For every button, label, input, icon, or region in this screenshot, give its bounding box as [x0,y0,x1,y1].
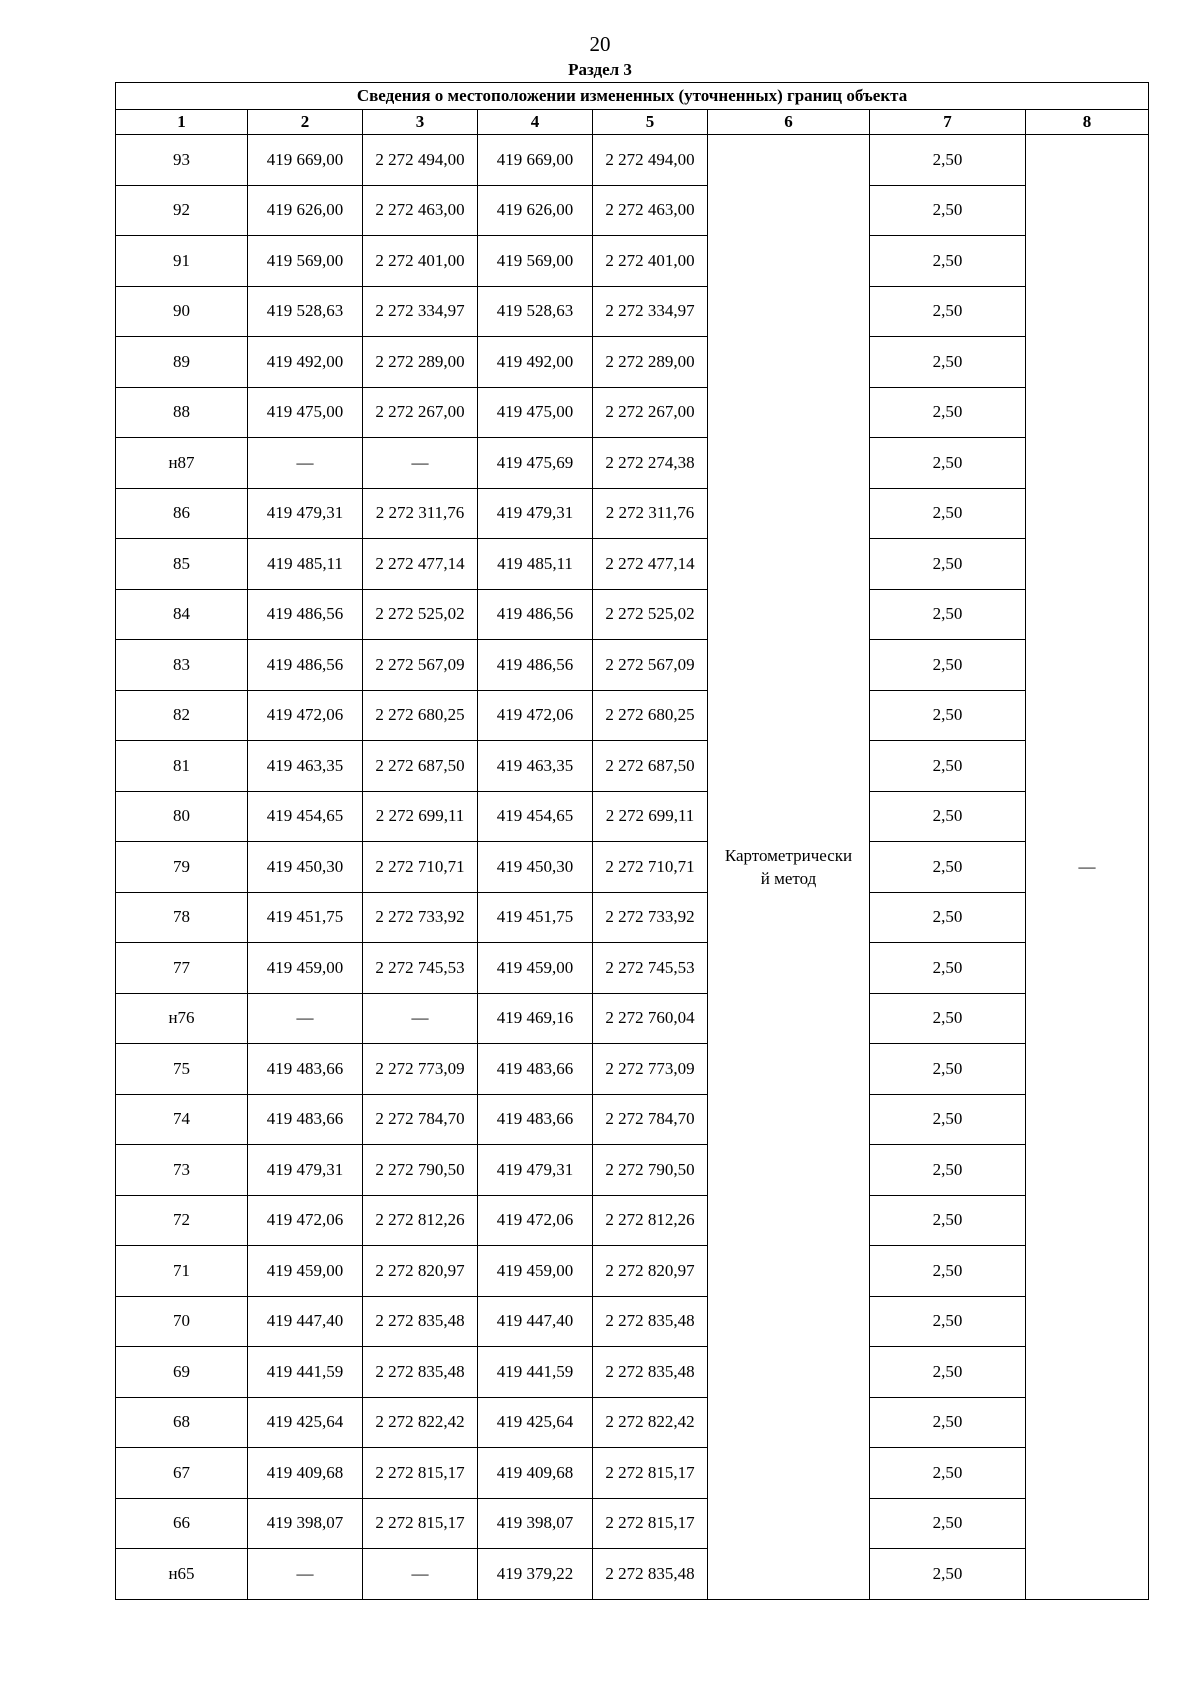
y-old-cell: 2 272 812,26 [363,1195,478,1246]
y-old-cell: 2 272 784,70 [363,1094,478,1145]
y-old-cell: 2 272 699,11 [363,791,478,842]
y-new-cell: 2 272 820,97 [593,1246,708,1297]
y-new-cell: 2 272 687,50 [593,741,708,792]
point-number-cell: 67 [116,1448,248,1499]
x-new-cell: 419 472,06 [478,1195,593,1246]
x-old-cell: 419 479,31 [248,1145,363,1196]
x-old-cell: — [248,1549,363,1600]
point-number-cell: 85 [116,539,248,590]
table-row [116,286,1149,337]
accuracy-cell: 2,50 [870,286,1026,337]
point-number-cell: 71 [116,1246,248,1297]
x-new-cell: 419 483,66 [478,1044,593,1095]
y-old-cell: 2 272 267,00 [363,387,478,438]
x-new-cell: 419 626,00 [478,185,593,236]
column-number: 1 [116,110,248,135]
accuracy-cell: 2,50 [870,589,1026,640]
x-old-cell: 419 485,11 [248,539,363,590]
point-number-cell: 89 [116,337,248,388]
point-number-cell: 80 [116,791,248,842]
table-row [116,1044,1149,1095]
x-new-cell: 419 485,11 [478,539,593,590]
y-old-cell: 2 272 822,42 [363,1397,478,1448]
x-old-cell: 419 459,00 [248,1246,363,1297]
y-new-cell: 2 272 815,17 [593,1498,708,1549]
point-number-cell: 78 [116,892,248,943]
x-old-cell: 419 472,06 [248,690,363,741]
y-new-cell: 2 272 835,48 [593,1296,708,1347]
x-new-cell: 419 441,59 [478,1347,593,1398]
x-old-cell: 419 425,64 [248,1397,363,1448]
y-old-cell: 2 272 680,25 [363,690,478,741]
point-number-cell: 88 [116,387,248,438]
point-number-cell: 82 [116,690,248,741]
x-old-cell: 419 486,56 [248,640,363,691]
y-old-cell: 2 272 815,17 [363,1498,478,1549]
y-new-cell: 2 272 334,97 [593,286,708,337]
y-new-cell: 2 272 477,14 [593,539,708,590]
x-new-cell: 419 569,00 [478,236,593,287]
point-number-cell: 75 [116,1044,248,1095]
column-number: 5 [593,110,708,135]
y-old-cell: — [363,438,478,489]
y-old-cell: 2 272 710,71 [363,842,478,893]
accuracy-cell: 2,50 [870,640,1026,691]
table-row [116,1347,1149,1398]
x-new-cell: 419 479,31 [478,488,593,539]
boundary-coordinates-table [115,82,1149,1600]
accuracy-cell: 2,50 [870,185,1026,236]
column-number-row [116,110,1149,135]
table-row [116,387,1149,438]
y-old-cell: 2 272 567,09 [363,640,478,691]
table-row [116,842,1149,893]
x-new-cell: 419 483,66 [478,1094,593,1145]
accuracy-cell: 2,50 [870,1296,1026,1347]
table-row [116,1397,1149,1448]
accuracy-cell: 2,50 [870,993,1026,1044]
x-new-cell: 419 450,30 [478,842,593,893]
column-number: 7 [870,110,1026,135]
x-new-cell: 419 379,22 [478,1549,593,1600]
point-number-cell: 86 [116,488,248,539]
accuracy-cell: 2,50 [870,1448,1026,1499]
y-new-cell: 2 272 760,04 [593,993,708,1044]
table-row [116,993,1149,1044]
table-caption: Сведения о местоположении измененных (уточненных) границ объекта [116,83,1149,110]
x-new-cell: 419 486,56 [478,640,593,691]
accuracy-cell: 2,50 [870,1397,1026,1448]
x-old-cell: 419 528,63 [248,286,363,337]
y-new-cell: 2 272 815,17 [593,1448,708,1499]
column-number: 3 [363,110,478,135]
x-old-cell: 419 479,31 [248,488,363,539]
table-row [116,741,1149,792]
table-row [116,337,1149,388]
x-old-cell: 419 451,75 [248,892,363,943]
y-old-cell: 2 272 494,00 [363,135,478,186]
x-new-cell: 419 447,40 [478,1296,593,1347]
x-new-cell: 419 463,35 [478,741,593,792]
x-old-cell: 419 483,66 [248,1094,363,1145]
x-new-cell: 419 451,75 [478,892,593,943]
y-new-cell: 2 272 812,26 [593,1195,708,1246]
point-number-cell: 73 [116,1145,248,1196]
y-new-cell: 2 272 463,00 [593,185,708,236]
y-new-cell: 2 272 274,38 [593,438,708,489]
y-old-cell: 2 272 815,17 [363,1448,478,1499]
y-old-cell: — [363,1549,478,1600]
accuracy-cell: 2,50 [870,791,1026,842]
accuracy-cell: 2,50 [870,488,1026,539]
accuracy-cell: 2,50 [870,438,1026,489]
point-number-cell: 72 [116,1195,248,1246]
point-number-cell: н76 [116,993,248,1044]
accuracy-cell: 2,50 [870,1347,1026,1398]
accuracy-cell: 2,50 [870,943,1026,994]
x-new-cell: 419 409,68 [478,1448,593,1499]
x-new-cell: 419 475,00 [478,387,593,438]
x-old-cell: 419 450,30 [248,842,363,893]
y-new-cell: 2 272 790,50 [593,1145,708,1196]
x-old-cell: 419 669,00 [248,135,363,186]
y-old-cell: 2 272 463,00 [363,185,478,236]
y-old-cell: 2 272 289,00 [363,337,478,388]
accuracy-cell: 2,50 [870,1246,1026,1297]
y-new-cell: 2 272 733,92 [593,892,708,943]
y-new-cell: 2 272 710,71 [593,842,708,893]
table-row [116,1195,1149,1246]
y-old-cell: 2 272 311,76 [363,488,478,539]
x-old-cell: 419 486,56 [248,589,363,640]
y-new-cell: 2 272 835,48 [593,1549,708,1600]
x-new-cell: 419 472,06 [478,690,593,741]
x-new-cell: 419 486,56 [478,589,593,640]
x-new-cell: 419 469,16 [478,993,593,1044]
point-number-cell: 79 [116,842,248,893]
table-row [116,1296,1149,1347]
x-new-cell: 419 459,00 [478,1246,593,1297]
y-old-cell: 2 272 773,09 [363,1044,478,1095]
x-old-cell: 419 472,06 [248,1195,363,1246]
table-row [116,135,1149,186]
point-number-cell: 70 [116,1296,248,1347]
table-row [116,438,1149,489]
accuracy-cell: 2,50 [870,337,1026,388]
point-number-cell: 81 [116,741,248,792]
point-number-cell: 83 [116,640,248,691]
table-row [116,943,1149,994]
table-row [116,1448,1149,1499]
y-new-cell: 2 272 289,00 [593,337,708,388]
y-new-cell: 2 272 311,76 [593,488,708,539]
x-new-cell: 419 454,65 [478,791,593,842]
accuracy-cell: 2,50 [870,1094,1026,1145]
y-old-cell: 2 272 401,00 [363,236,478,287]
x-old-cell: 419 459,00 [248,943,363,994]
page-number: 20 [589,32,611,56]
point-number-cell: 84 [116,589,248,640]
column-number: 2 [248,110,363,135]
x-old-cell: 419 463,35 [248,741,363,792]
y-new-cell: 2 272 494,00 [593,135,708,186]
x-new-cell: 419 479,31 [478,1145,593,1196]
point-number-cell: 77 [116,943,248,994]
table-row [116,892,1149,943]
accuracy-cell: 2,50 [870,1195,1026,1246]
x-old-cell: 419 475,00 [248,387,363,438]
y-new-cell: 2 272 745,53 [593,943,708,994]
y-new-cell: 2 272 267,00 [593,387,708,438]
y-new-cell: 2 272 822,42 [593,1397,708,1448]
table-row [116,640,1149,691]
table-row [116,1549,1149,1600]
accuracy-cell: 2,50 [870,892,1026,943]
point-number-cell: 90 [116,286,248,337]
y-old-cell: 2 272 687,50 [363,741,478,792]
x-old-cell: 419 441,59 [248,1347,363,1398]
y-new-cell: 2 272 525,02 [593,589,708,640]
y-old-cell: 2 272 334,97 [363,286,478,337]
column-number: 8 [1026,110,1149,135]
y-old-cell: 2 272 835,48 [363,1347,478,1398]
x-old-cell: 419 483,66 [248,1044,363,1095]
table-row [116,185,1149,236]
x-old-cell: 419 454,65 [248,791,363,842]
table-row [116,488,1149,539]
x-old-cell: — [248,993,363,1044]
accuracy-cell: 2,50 [870,1549,1026,1600]
table-row [116,589,1149,640]
x-old-cell: 419 569,00 [248,236,363,287]
x-new-cell: 419 425,64 [478,1397,593,1448]
x-new-cell: 419 459,00 [478,943,593,994]
accuracy-cell: 2,50 [870,741,1026,792]
x-new-cell: 419 528,63 [478,286,593,337]
column-number: 4 [478,110,593,135]
y-new-cell: 2 272 567,09 [593,640,708,691]
section-title: Раздел 3 [568,60,632,79]
x-new-cell: 419 398,07 [478,1498,593,1549]
y-old-cell: 2 272 733,92 [363,892,478,943]
table-row [116,1246,1149,1297]
accuracy-cell: 2,50 [870,690,1026,741]
method-cell [708,135,870,1600]
point-number-cell: 74 [116,1094,248,1145]
y-new-cell: 2 272 773,09 [593,1044,708,1095]
point-number-cell: 68 [116,1397,248,1448]
table-row [116,1498,1149,1549]
x-old-cell: 419 492,00 [248,337,363,388]
accuracy-cell: 2,50 [870,539,1026,590]
point-number-cell: 66 [116,1498,248,1549]
x-old-cell: 419 409,68 [248,1448,363,1499]
column-8-cell: — [1026,135,1149,1600]
table-row [116,1094,1149,1145]
x-old-cell: 419 447,40 [248,1296,363,1347]
y-new-cell: 2 272 401,00 [593,236,708,287]
accuracy-cell: 2,50 [870,1145,1026,1196]
accuracy-cell: 2,50 [870,387,1026,438]
y-new-cell: 2 272 784,70 [593,1094,708,1145]
accuracy-cell: 2,50 [870,236,1026,287]
x-old-cell: — [248,438,363,489]
x-old-cell: 419 398,07 [248,1498,363,1549]
point-number-cell: 91 [116,236,248,287]
y-old-cell: 2 272 745,53 [363,943,478,994]
x-new-cell: 419 492,00 [478,337,593,388]
table-row [116,791,1149,842]
x-new-cell: 419 475,69 [478,438,593,489]
y-new-cell: 2 272 699,11 [593,791,708,842]
table-row [116,690,1149,741]
y-old-cell: 2 272 835,48 [363,1296,478,1347]
column-number: 6 [708,110,870,135]
method-text-line1: Картометрически [724,845,853,865]
y-old-cell: 2 272 525,02 [363,589,478,640]
y-old-cell: 2 272 820,97 [363,1246,478,1297]
accuracy-cell: 2,50 [870,1498,1026,1549]
x-old-cell: 419 626,00 [248,185,363,236]
point-number-cell: н65 [116,1549,248,1600]
table-row [116,1145,1149,1196]
point-number-cell: 69 [116,1347,248,1398]
y-old-cell: 2 272 790,50 [363,1145,478,1196]
table-row [116,236,1149,287]
accuracy-cell: 2,50 [870,842,1026,893]
y-old-cell: 2 272 477,14 [363,539,478,590]
point-number-cell: н87 [116,438,248,489]
accuracy-cell: 2,50 [870,1044,1026,1095]
y-old-cell: — [363,993,478,1044]
point-number-cell: 92 [116,185,248,236]
method-text-line2: й метод [760,868,817,888]
y-new-cell: 2 272 835,48 [593,1347,708,1398]
y-new-cell: 2 272 680,25 [593,690,708,741]
table-row [116,539,1149,590]
accuracy-cell: 2,50 [870,135,1026,186]
x-new-cell: 419 669,00 [478,135,593,186]
point-number-cell: 93 [116,135,248,186]
